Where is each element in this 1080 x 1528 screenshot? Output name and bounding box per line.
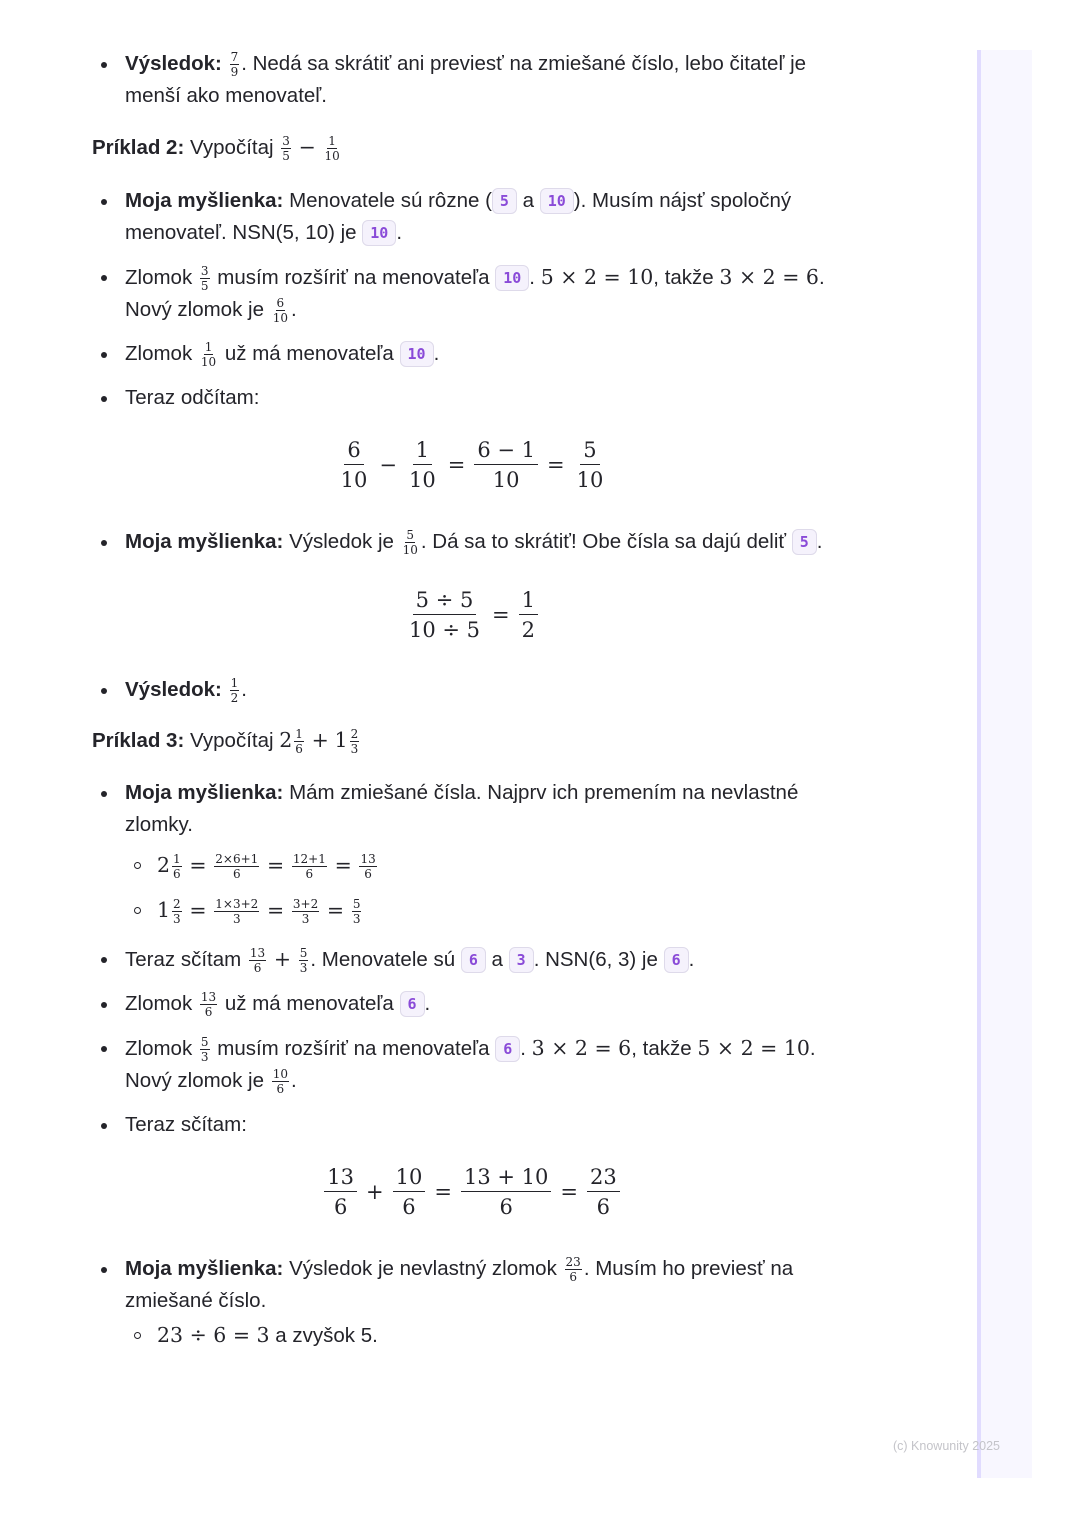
- example-2-result: [92, 674, 852, 706]
- example-3-steps: [92, 777, 852, 1141]
- equation-subtraction: 6 10 − $\frac{1}{10}$ = $\frac{6 - 1}{10}$ = $\frac{5}{10}$: [340, 438, 604, 493]
- code-chip: 6: [400, 991, 425, 1017]
- sub-list-item: 23 ÷ 6 = 3 a zvyšok 5.: [125, 1313, 852, 1358]
- example-3-steps-cont: [92, 1253, 852, 1358]
- code-chip: 10: [400, 341, 434, 367]
- list-item: Zlomok $\frac{13}{6}$ už má menovateľa 6 .: [92, 988, 852, 1020]
- fraction: $\frac{1}{2}$: [230, 676, 239, 706]
- list-item: Výsledok: $\frac{1}{2}$ .: [92, 674, 852, 706]
- fraction: $\frac{5}{10}$: [402, 528, 418, 558]
- sidebar-divider: [977, 50, 981, 1478]
- list-item: Teraz odčítam:: [92, 382, 852, 414]
- code-chip: 10: [362, 220, 396, 246]
- code-chip: 6: [461, 947, 486, 973]
- list-item: Moja myšlienka: Menovatele sú rôzne ( 5 a 10 ). Musím nájsť spoločný menovateľ. NSN(5, 10) je 10 .: [92, 185, 852, 249]
- fraction: $\frac{2}{3}$: [350, 727, 359, 757]
- list-item: Zlomok $\frac{3}{5}$ musím rozšíriť na menovateľa 10 . 5 × 2 = 10, takže 3 × 2 = 6. Nový zlomok je $\frac{6}{10}$ .: [92, 261, 852, 326]
- fraction: $\frac{1}{6}$: [295, 727, 303, 757]
- document-body: [92, 48, 852, 1358]
- list-item: Moja myšlienka: Výsledok je $\frac{5}{10}$ . Dá sa to skrátiť! Obe čísla sa dajú deliť 5 .: [92, 526, 852, 558]
- code-chip: 6: [495, 1036, 520, 1062]
- sub-list-item: 2 $\frac{1}{6}$ = $\frac{2\times 6+1}{6}$ = $\frac{12+1}{6}$ = $\frac{13}{6}$: [125, 843, 852, 888]
- code-chip: 6: [664, 947, 689, 973]
- side-panel: [977, 50, 1032, 1478]
- sub-list-item: 1 $\frac{2}{3}$ = $\frac{1\times 3+2}{3}$ = $\frac{3+2}{3}$ = $\frac{5}{3}$: [125, 888, 852, 933]
- list-item: Zlomok $\frac{1}{10}$ už má menovateľa 10 .: [92, 338, 852, 370]
- equation-simplify: $\frac{5 \div 5}{10 \div 5}$ = $\frac{1}{2}$: [92, 588, 852, 642]
- example-3-heading: Príklad 3: Vypočítaj 2 $\frac{1}{6}$ + 1 $\frac{2}{3}$: [92, 727, 359, 757]
- fraction: $\frac{3}{5}$: [200, 264, 209, 294]
- list-item: Moja myšlienka: Výsledok je nevlastný zlomok $\frac{23}{6}$ . Musím ho previesť na zmiešané číslo. 23 ÷ 6 = 3 a zvyšok 5.: [92, 1253, 852, 1358]
- code-chip: 5: [792, 529, 817, 555]
- list-item: Moja myšlienka: Mám zmiešané čísla. Najprv ich premením na nevlastné zlomky. 2 $\frac{1}{6}$ = $\frac{2\times 6+1}{6}$ = $\frac{12+1}{6}$ = $\frac{13}{6}$ 1 $\frac{2}{3}$ = $\frac{1\times 3+2}{3}$ = $\frac{3+2}{3}$ = $\frac{5}{3}$: [92, 777, 852, 933]
- list-item: Teraz sčítam:: [92, 1109, 852, 1141]
- fraction: $\frac{1}{10}$: [324, 134, 340, 164]
- example-2-steps-cont: [92, 526, 852, 558]
- fraction: $\frac{6}{10}$: [272, 296, 288, 326]
- fraction: $\frac{7}{9}$: [230, 50, 239, 80]
- result-label: Výsledok:: [125, 52, 222, 75]
- code-chip: 10: [495, 265, 529, 291]
- copyright-notice: (c) Knowunity 2025: [893, 1439, 1001, 1453]
- code-chip: 5: [492, 188, 517, 214]
- code-chip: 3: [509, 947, 534, 973]
- sub-list: [125, 1313, 852, 1358]
- sub-list: [125, 843, 852, 933]
- list-item: Teraz sčítam $\frac{13}{6}$ + $\frac{5}{3}$ . Menovatele sú 6 a 3 . NSN(6, 3) je 6 .: [92, 943, 852, 976]
- fraction: $\frac{1}{10}$: [200, 340, 217, 370]
- example-2-steps: [92, 185, 852, 414]
- example-2-heading: Príklad 2: Vypočítaj $\frac{3}{5}$ − $\frac{1}{10}$: [92, 134, 340, 164]
- list-item: Zlomok $\frac{5}{3}$ musím rozšíriť na menovateľa 6 . 3 × 2 = 6, takže 5 × 2 = 10. Nový zlomok je $\frac{10}{6}$ .: [92, 1032, 852, 1097]
- list-item: [92, 48, 852, 112]
- fraction: $\frac{3}{5}$: [282, 134, 290, 164]
- equation-addition: 13 6 + $\frac{10}{6}$ = $\frac{13 + 10}{6}$ = $\frac{23}{6}$: [92, 1165, 852, 1219]
- text: . Nedá sa skrátiť ani previesť na zmiešané číslo, lebo čitateľ je menší ako menovateľ.: [125, 52, 807, 107]
- code-chip: 10: [540, 188, 574, 214]
- result-list-ex1: [92, 48, 852, 112]
